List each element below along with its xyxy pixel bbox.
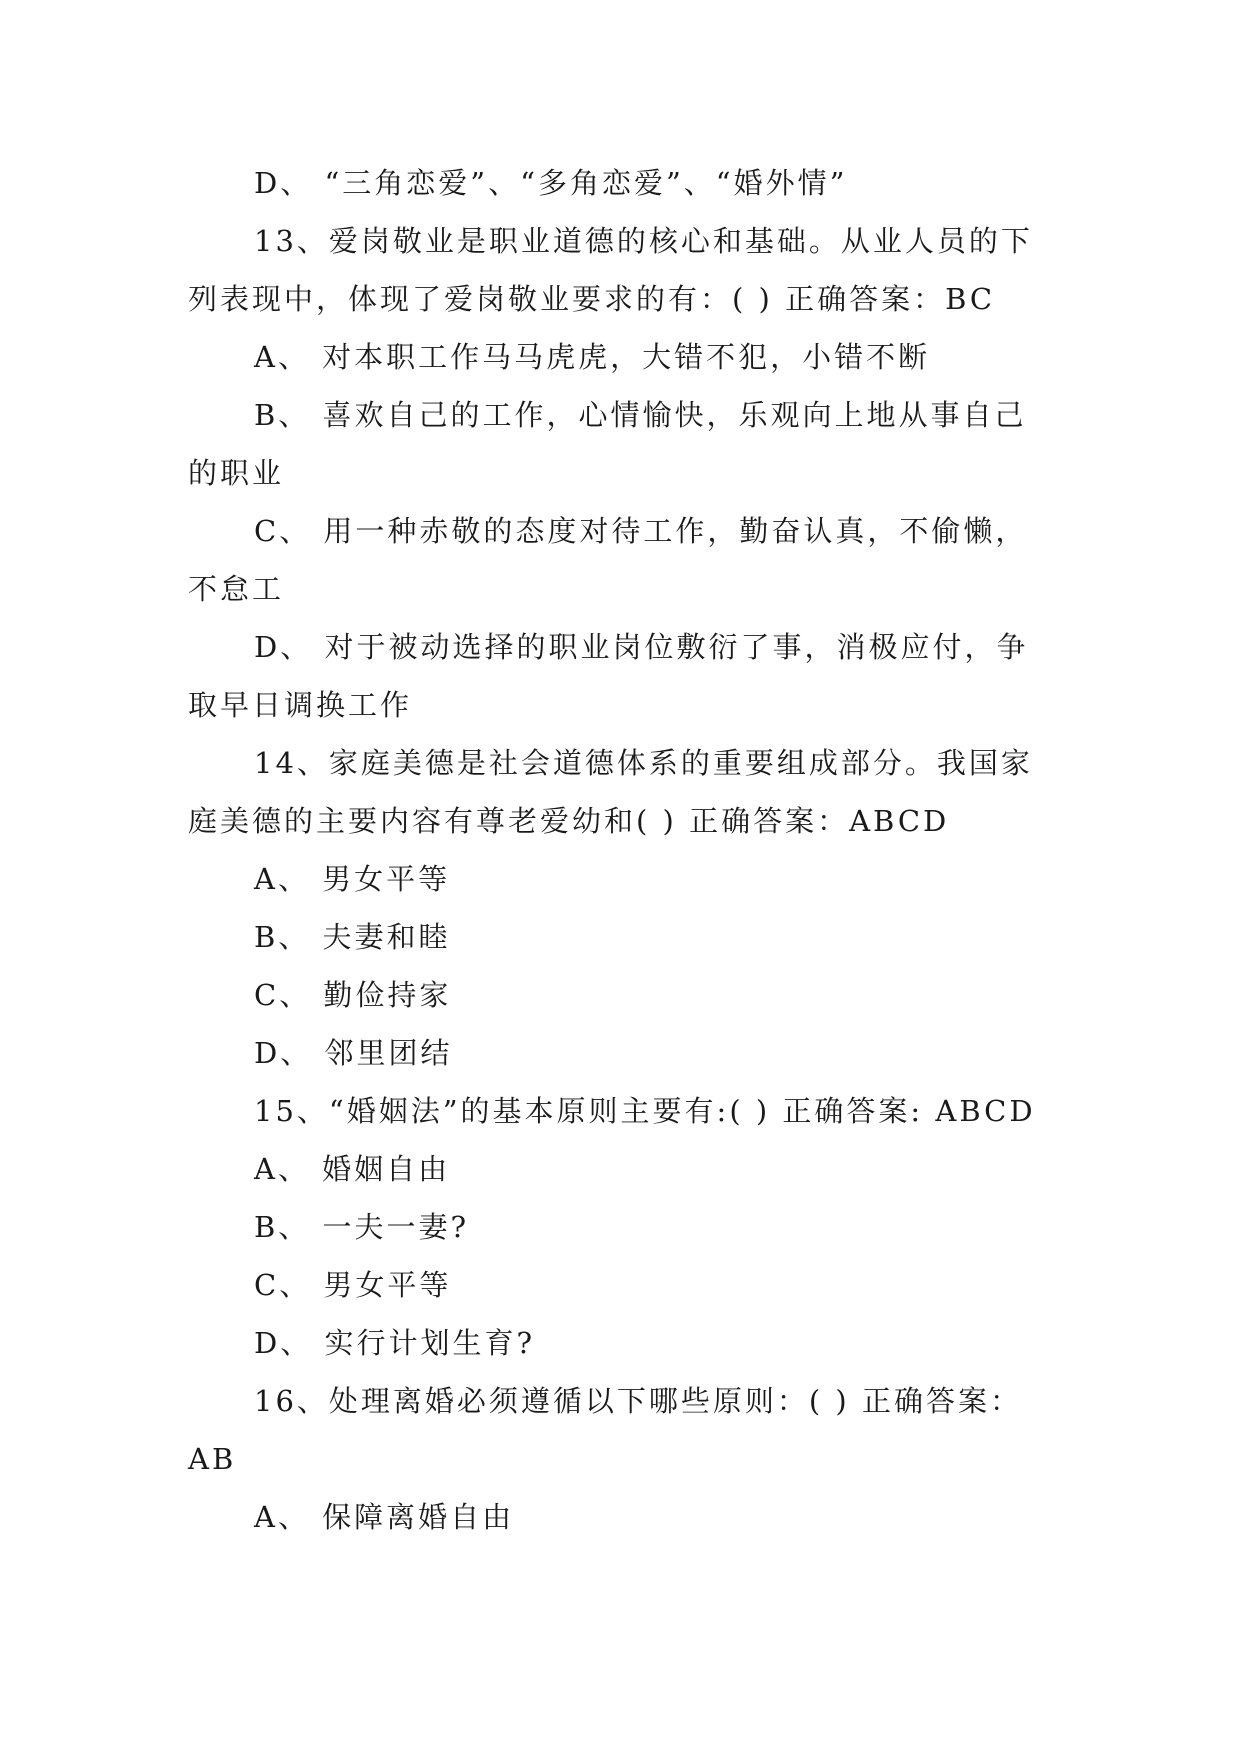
option-14-d: D、 邻里团结 <box>254 1036 453 1070</box>
option-16-a: A、 保障离婚自由 <box>254 1500 515 1534</box>
option-13-c-line-2: 不怠工 <box>188 572 285 606</box>
option-13-b-line-2: 的职业 <box>188 456 285 490</box>
option-15-c: C、 男女平等 <box>254 1268 452 1302</box>
question-15: 15、“婚姻法”的基本原则主要有:( ) 正确答案: ABCD <box>254 1094 1036 1128</box>
option-15-a: A、 婚姻自由 <box>254 1152 451 1186</box>
option-13-c-line-1: C、 用一种赤敬的态度对待工作，勤奋认真，不偷懒， <box>254 514 1028 548</box>
option-15-d: D、 实行计划生育? <box>254 1326 536 1360</box>
option-12-d: D、 “三角恋爱”、“多角恋爱”、“婚外情” <box>254 166 848 200</box>
option-14-b: B、 夫妻和睦 <box>254 920 451 954</box>
option-13-b-line-1: B、 喜欢自己的工作，心情愉快，乐观向上地从事自己 <box>254 398 1027 432</box>
option-15-b: B、 一夫一妻? <box>254 1210 470 1244</box>
question-13-line-2: 列表现中，体现了爱岗敬业要求的有：( ) 正确答案：BC <box>188 282 996 316</box>
option-13-d-line-1: D、 对于被动选择的职业岗位敷衍了事，消极应付，争 <box>254 630 1029 664</box>
question-14-line-1: 14、家庭美德是社会道德体系的重要组成部分。我国家 <box>254 746 1033 780</box>
option-14-c: C、 勤俭持家 <box>254 978 452 1012</box>
question-13-line-1: 13、爱岗敬业是职业道德的核心和基础。从业人员的下 <box>254 224 1033 258</box>
question-14-line-2: 庭美德的主要内容有尊老爱幼和( ) 正确答案：ABCD <box>188 804 950 838</box>
document-body <box>188 154 1068 1546</box>
question-16-line-1: 16、处理离婚必须遵循以下哪些原则：( ) 正确答案： <box>254 1384 1022 1418</box>
option-13-a: A、 对本职工作马马虎虎，大错不犯，小错不断 <box>254 340 931 374</box>
option-14-a: A、 男女平等 <box>254 862 451 896</box>
option-13-d-line-2: 取早日调换工作 <box>188 688 413 722</box>
question-16-line-2: AB <box>188 1442 237 1476</box>
